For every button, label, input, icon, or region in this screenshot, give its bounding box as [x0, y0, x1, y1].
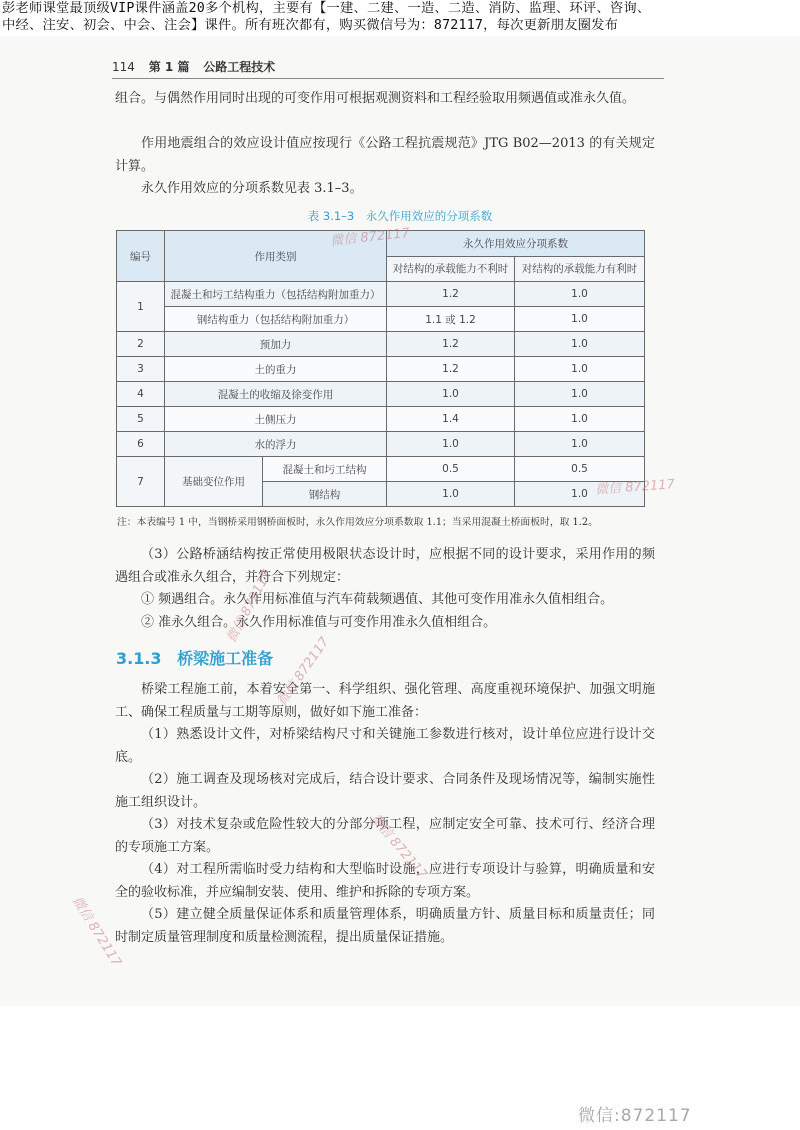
item-3-b: ② 准永久组合。永久作用标准值与可变作用准永久值相组合。 [141, 615, 497, 630]
cell-unfavorable: 1.0 [387, 432, 515, 457]
section-step-1: （1）熟悉设计文件，对桥梁结构尺寸和关键施工参数进行核对，设计单位应进行设计交底。 [115, 727, 655, 765]
section-number: 3.1.3 [116, 649, 162, 668]
cell-unfavorable: 1.2 [387, 332, 515, 357]
watermark: 微信 872117 [68, 893, 124, 970]
section-title: 桥梁施工准备 [177, 649, 274, 668]
table-row [117, 407, 645, 432]
header-type: 作用类别 [165, 231, 387, 282]
cell-favorable: 1.0 [515, 282, 645, 307]
bottom-watermark: 微信:872117 [578, 1106, 692, 1126]
cell-favorable: 1.0 [515, 482, 645, 507]
cell-type: 基础变位作用 [165, 457, 263, 507]
watermark: 微信 872117 [274, 634, 333, 709]
cell-type: 水的浮力 [165, 432, 387, 457]
cell-unfavorable: 1.1 或 1.2 [387, 307, 515, 332]
section-step-2: （2）施工调查及现场核对完成后，结合设计要求、合同条件及现场情况等，编制实施性施工组织设计。 [115, 772, 655, 810]
table-header-row [117, 231, 645, 257]
cell-type: 土的重力 [165, 357, 387, 382]
watermark: 微信 872117 [594, 477, 676, 498]
table-caption: 表 3.1–3 永久作用效应的分项系数 [307, 209, 493, 223]
cell-type: 混凝土的收缩及徐变作用 [165, 382, 387, 407]
cell-unfavorable: 1.0 [387, 482, 515, 507]
cell-no: 2 [117, 332, 165, 357]
watermark: 微信 872117 [224, 567, 275, 646]
cell-unfavorable: 1.2 [387, 282, 515, 307]
paragraph-1: 组合。与偶然作用同时出现的可变作用可根据观测资料和工程经验取用频遇值或准永久值。 [115, 91, 636, 106]
section-step-3: （3）对技术复杂或危险性较大的分部分项工程，应制定安全可靠、技术可行、经济合理的专项施工方案。 [115, 817, 655, 855]
table-row [117, 307, 645, 332]
watermark: 微信 872117 [366, 811, 430, 883]
part-label: 第 1 篇 [148, 60, 190, 74]
paragraph-3: 永久作用效应的分项系数见表 3.1–3。 [141, 181, 363, 196]
cell-no: 7 [117, 457, 165, 507]
promo-banner-line-1: 彭老师课堂最顶级VIP课件涵盖20多个机构，主要有【一建、二建、一造、二造、消防、监理、环评、咨询、 [2, 1, 651, 16]
cell-favorable: 1.0 [515, 407, 645, 432]
table-row [117, 282, 645, 307]
table-row [117, 332, 645, 357]
cell-type: 钢结构重力（包括结构附加重力） [165, 307, 387, 332]
table-note: 注：本表编号 1 中，当钢桥采用钢桥面板时，永久作用效应分项系数取 1.1；当采用混凝土桥面板时，取 1.2。 [117, 517, 598, 528]
page-number: 114 [112, 60, 135, 74]
section-heading [116, 646, 283, 669]
part-title: 公路工程技术 [203, 60, 276, 74]
section-step-4: （4）对工程所需临时受力结构和大型临时设施，应进行专项设计与验算，明确质量和安全的验收标准，并应编制安装、使用、维护和拆除的专项方案。 [115, 862, 655, 900]
cell-no: 6 [117, 432, 165, 457]
cell-no: 5 [117, 407, 165, 432]
coefficient-table [116, 230, 645, 507]
running-header [112, 58, 672, 75]
cell-no: 3 [117, 357, 165, 382]
cell-no: 1 [117, 282, 165, 332]
header-no: 编号 [117, 231, 165, 282]
cell-favorable: 1.0 [515, 432, 645, 457]
header-unfavorable: 对结构的承载能力不利时 [387, 256, 515, 282]
cell-unfavorable: 1.4 [387, 407, 515, 432]
table-row [117, 382, 645, 407]
item-3: （3）公路桥涵结构按正常使用极限状态设计时，应根据不同的设计要求，采用作用的频遇组合或准永久组合，并符合下列规定： [115, 547, 655, 585]
watermark: 微信 872117 [329, 225, 411, 250]
cell-unfavorable: 1.2 [387, 357, 515, 382]
cell-favorable: 1.0 [515, 307, 645, 332]
header-rule [112, 78, 664, 79]
cell-favorable: 0.5 [515, 457, 645, 482]
section-step-5: （5）建立健全质量保证体系和质量管理体系，明确质量方针、质量目标和质量责任；同时制定质量管理制度和质量检测流程，提出质量保证措施。 [115, 907, 655, 945]
cell-favorable: 1.0 [515, 357, 645, 382]
promo-banner-line-2: 中经、注安、初会、中会、注会】课件。所有班次都有，购买微信号为：872117，每次更新朋友圈发布 [2, 18, 619, 33]
table-row [117, 357, 645, 382]
cell-favorable: 1.0 [515, 332, 645, 357]
cell-unfavorable: 1.0 [387, 382, 515, 407]
cell-subtype: 混凝土和圬工结构 [263, 457, 387, 482]
cell-type: 预加力 [165, 332, 387, 357]
table-row [117, 432, 645, 457]
cell-type: 土侧压力 [165, 407, 387, 432]
item-3-a: ① 频遇组合。永久作用标准值与汽车荷载频遇值、其他可变作用准永久值相组合。 [141, 592, 614, 607]
cell-unfavorable: 0.5 [387, 457, 515, 482]
cell-subtype: 钢结构 [263, 482, 387, 507]
table-row [117, 457, 645, 482]
section-intro: 桥梁工程施工前，本着安全第一、科学组织、强化管理、高度重视环境保护、加强文明施工、确保工程质量与工期等原则，做好如下施工准备： [115, 682, 655, 720]
book-page [0, 36, 800, 1006]
paragraph-2: 作用地震组合的效应设计值应按现行《公路工程抗震规范》JTG B02—2013 的有关规定计算。 [115, 136, 655, 174]
cell-favorable: 1.0 [515, 382, 645, 407]
cell-no: 4 [117, 382, 165, 407]
header-favorable: 对结构的承载能力有利时 [515, 256, 645, 282]
header-coef: 永久作用效应分项系数 [387, 231, 645, 257]
cell-type: 混凝土和圬工结构重力（包括结构附加重力） [165, 282, 387, 307]
promo-banner [0, 0, 800, 36]
